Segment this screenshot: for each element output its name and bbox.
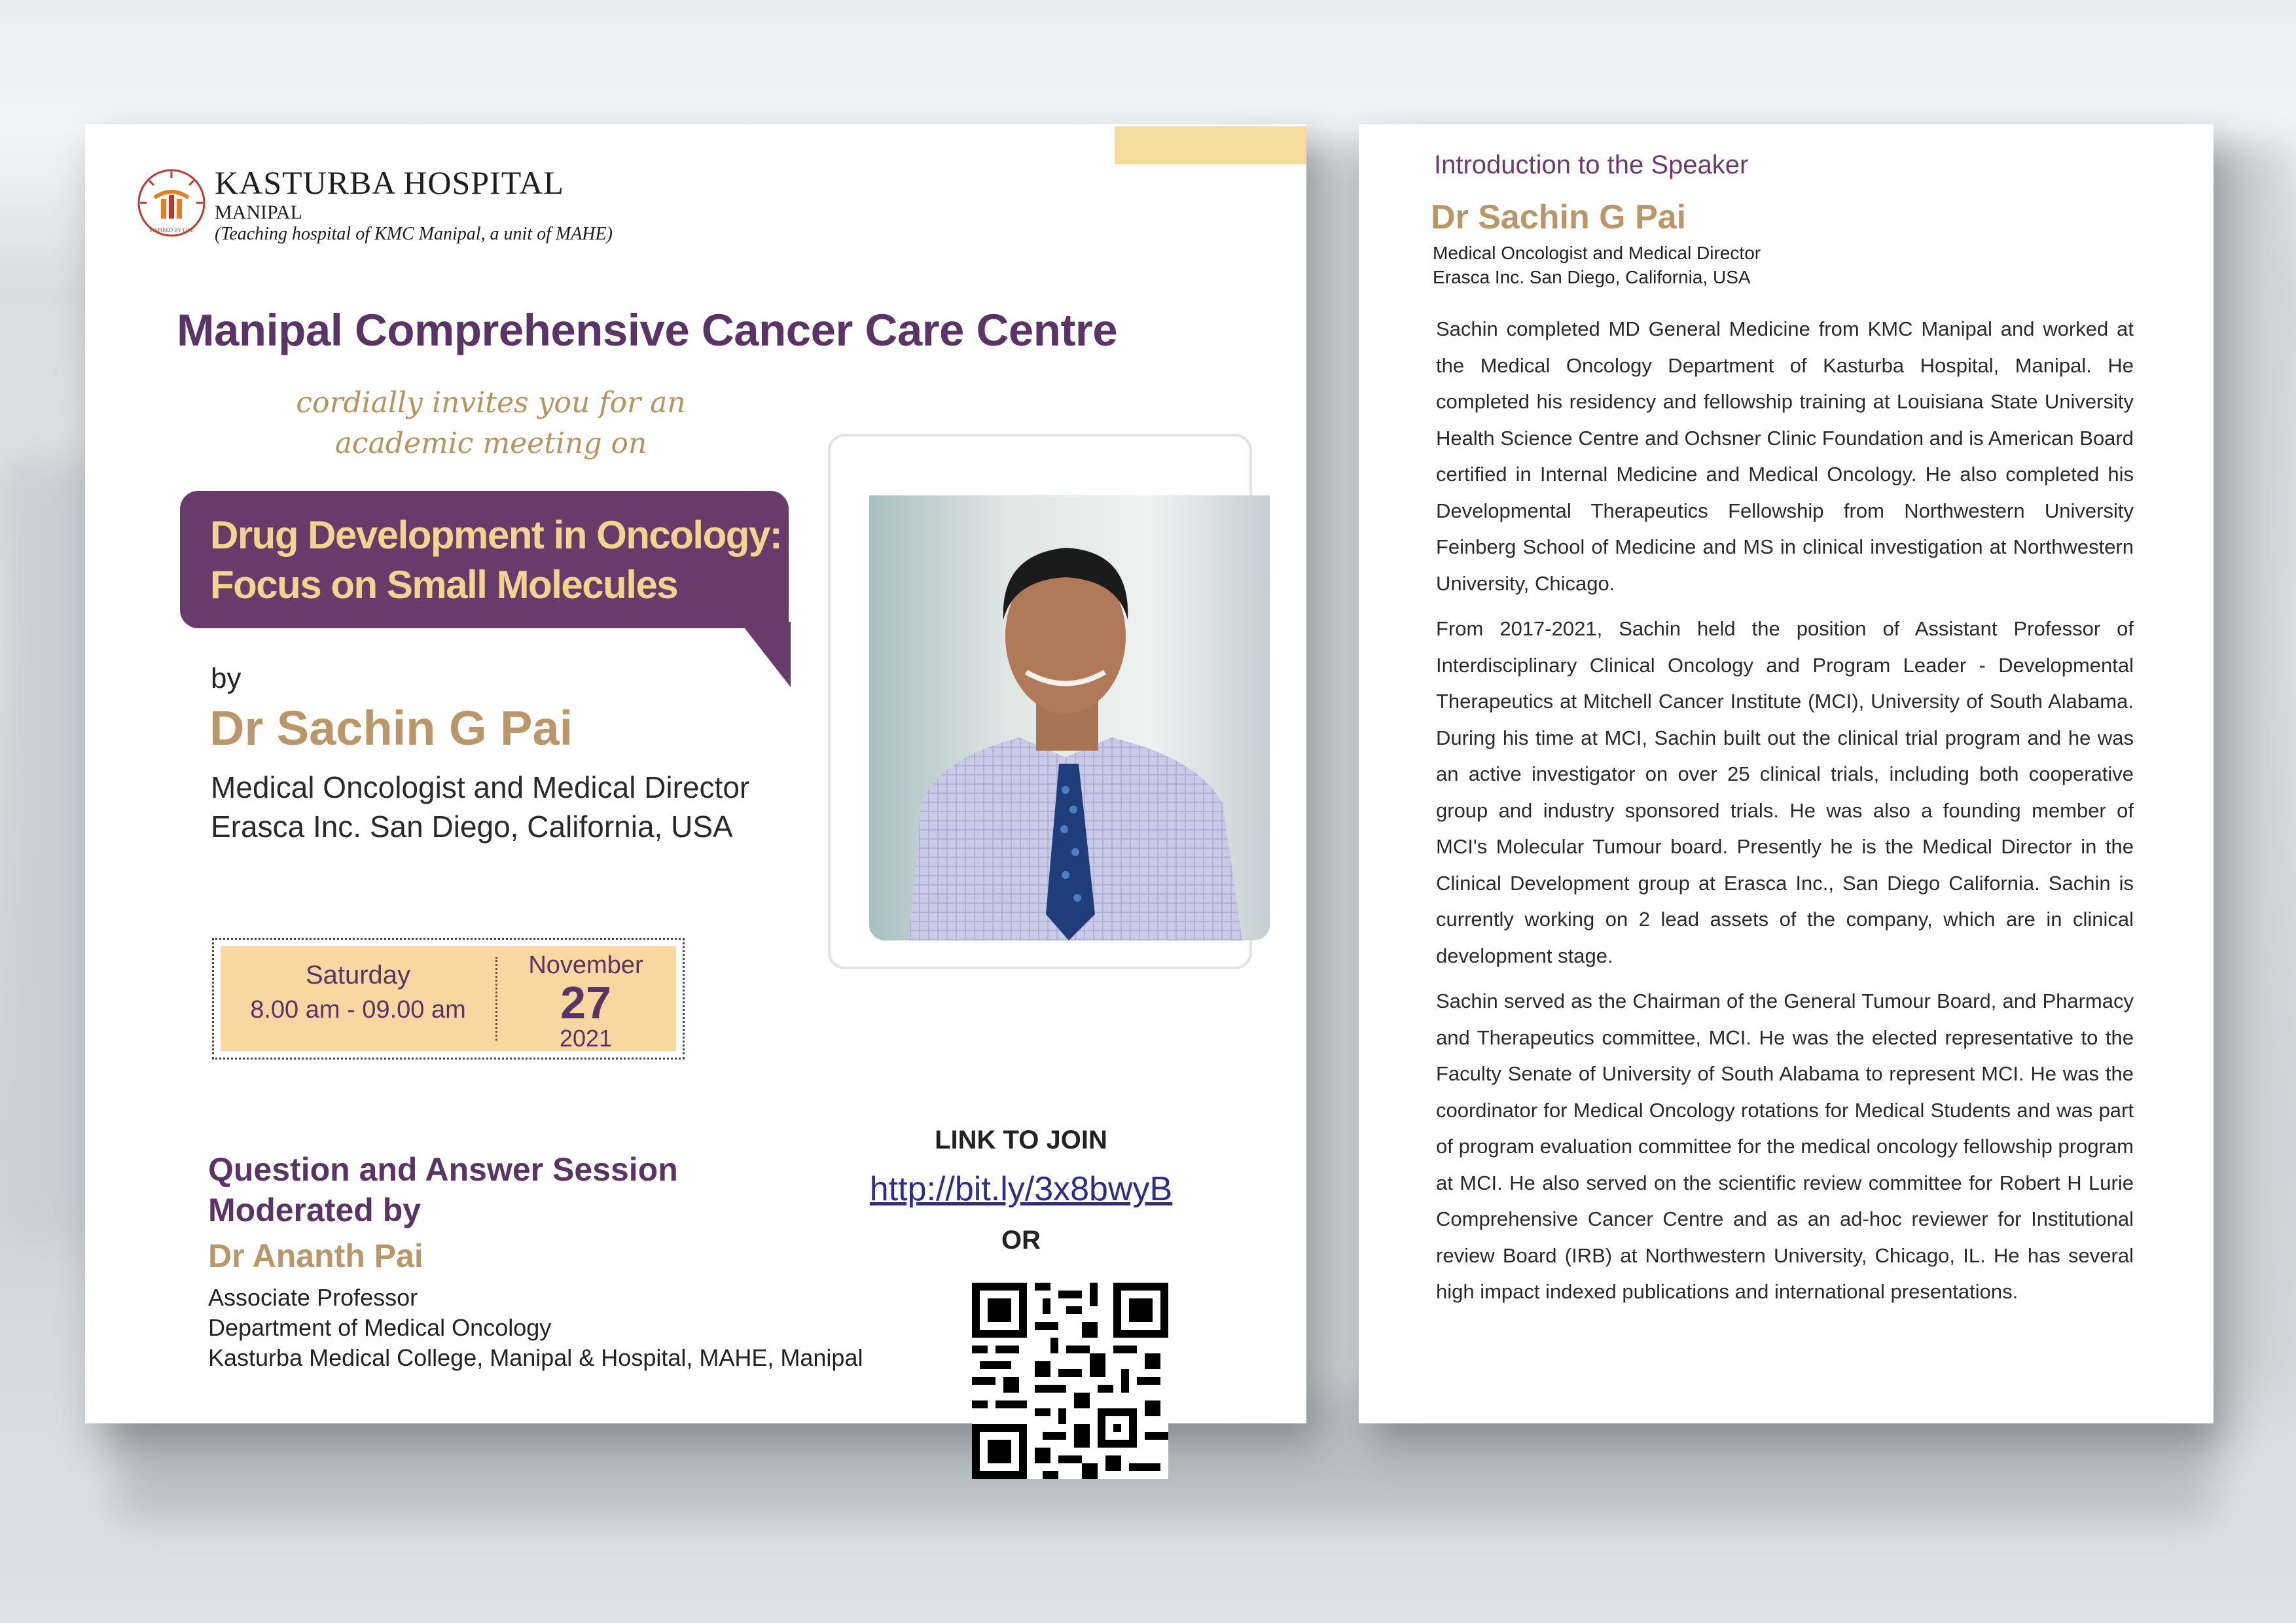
invite-line-2: academic meeting on — [334, 427, 647, 460]
meeting-link[interactable]: http://bit.ly/3x8bwyB — [869, 1170, 1173, 1208]
moderator-role-line-2: Department of Medical Oncology — [208, 1314, 552, 1341]
hospital-subtitle: (Teaching hospital of KMC Manipal, a unit of MAHE) — [215, 224, 613, 244]
moderator-role-line-3: Kasturba Medical College, Manipal & Hospital, MAHE, Manipal — [208, 1344, 863, 1371]
event-day-number: 27 — [560, 977, 611, 1028]
topic-line-2: Focus on Small Molecules — [210, 563, 678, 607]
centre-title: Manipal Comprehensive Cancer Care Centre — [177, 305, 1118, 355]
intro-role-line-2: Erasca Inc. San Diego, California, USA — [1433, 267, 1751, 287]
topic-line-1: Drug Development in Oncology: — [210, 513, 782, 557]
bio-paragraph: Sachin completed MD General Medicine from KMC Manipal and worked at the Medical Oncology Department of Kasturba Hospital, Manipal. He completed his residency and fellowship training at Louisiana State University Health Science Centre and Ochsner Clinic Foundation and is American Board certified in Internal Medicine and Medical Oncology. He also completed his Developmental Therapeutics Fellowship from Northwestern University Feinberg School of Medicine and MS in clinical investigation at Northwestern University, Chicago. — [1436, 317, 2134, 595]
moderator-role — [208, 1283, 863, 1373]
qa-line-1: Question and Answer Session — [208, 1151, 678, 1188]
speaker-name: Dr Sachin G Pai — [209, 701, 573, 755]
qr-code-icon[interactable] — [972, 1283, 1168, 1479]
speaker-role-line-2: Erasca Inc. San Diego, California, USA — [211, 810, 733, 844]
hospital-city: MANIPAL — [215, 202, 302, 223]
moderator-role-line-1: Associate Professor — [208, 1284, 418, 1311]
event-year: 2021 — [559, 1025, 613, 1052]
by-label: by — [211, 662, 242, 694]
moderator-name: Dr Ananth Pai — [208, 1238, 423, 1274]
or-label: OR — [1001, 1226, 1041, 1255]
invite-text — [281, 383, 700, 464]
speaker-portrait-icon — [869, 495, 1270, 940]
intro-heading: Introduction to the Speaker — [1434, 151, 1749, 179]
bubble-tail — [740, 622, 791, 687]
speaker-intro-card — [1359, 124, 2214, 1423]
bio-paragraph: Sachin served as the Chairman of the General Tumour Board, and Pharmacy and Therapeutics committee, MCI. He was the elected representative to the Faculty Senate of University of South Alabama to represent MCI. He was the coordinator for Medical Oncology rotations for Medical Students and was part of program evaluation committee for the medical oncology fellowship program at MCI. He also served on the scientific review committee for Robert H Lurie Comprehensive Cancer Centre and as an ad-hoc reviewer for Institutional review Board (IRB) at Northwestern University, Chicago, IL. He has several high impact indexed publications and international presentations. — [1436, 990, 2134, 1303]
invitation-card — [85, 124, 1306, 1423]
link-to-join-label: LINK TO JOIN — [935, 1126, 1107, 1154]
topic-title — [210, 510, 781, 610]
event-day: Saturday — [305, 961, 411, 990]
date-panel — [221, 946, 676, 1051]
qa-line-2: Moderated by — [208, 1192, 422, 1228]
speaker-role — [211, 768, 749, 846]
invite-line-1: cordially invites you for an — [296, 386, 686, 419]
speaker-bio — [1436, 311, 2134, 1319]
accent-tab — [1115, 126, 1306, 164]
speaker-photo — [869, 495, 1270, 940]
intro-speaker-name: Dr Sachin G Pai — [1431, 198, 1687, 236]
speaker-photo-frame — [828, 434, 1252, 969]
logo-ring-text: INSPIRED BY LIFE — [149, 227, 194, 233]
intro-speaker-role — [1433, 241, 1761, 289]
hospital-name: KASTURBA HOSPITAL — [215, 164, 564, 201]
qa-session-title — [208, 1149, 678, 1230]
intro-role-line-1: Medical Oncologist and Medical Director — [1433, 243, 1761, 263]
kmc-emblem-icon — [135, 166, 208, 240]
speaker-role-line-1: Medical Oncologist and Medical Director — [211, 770, 750, 804]
topic-bubble — [180, 491, 789, 628]
date-box — [212, 938, 685, 1060]
event-time: 8.00 am - 09.00 am — [250, 996, 466, 1024]
bio-paragraph: From 2017-2021, Sachin held the position of Assistant Professor of Interdisciplinary Clinical Oncology and Program Leader - Developmental Therapeutics at Mitchell Cancer Institute (MCI), University of South Alabama. During his time at MCI, Sachin built out the clinical trial program and he was an active investigator on over 25 clinical trials, including both cooperative group and industry sponsored trials. He was also a founding member of MCI's Molecular Tumour board. Presently he is the Medical Director in the Clinical Development group at Erasca Inc., San Diego California. Sachin is currently working on 2 lead assets of the company, which are in clinical development stage. — [1436, 617, 2134, 967]
event-month: November — [528, 952, 643, 979]
